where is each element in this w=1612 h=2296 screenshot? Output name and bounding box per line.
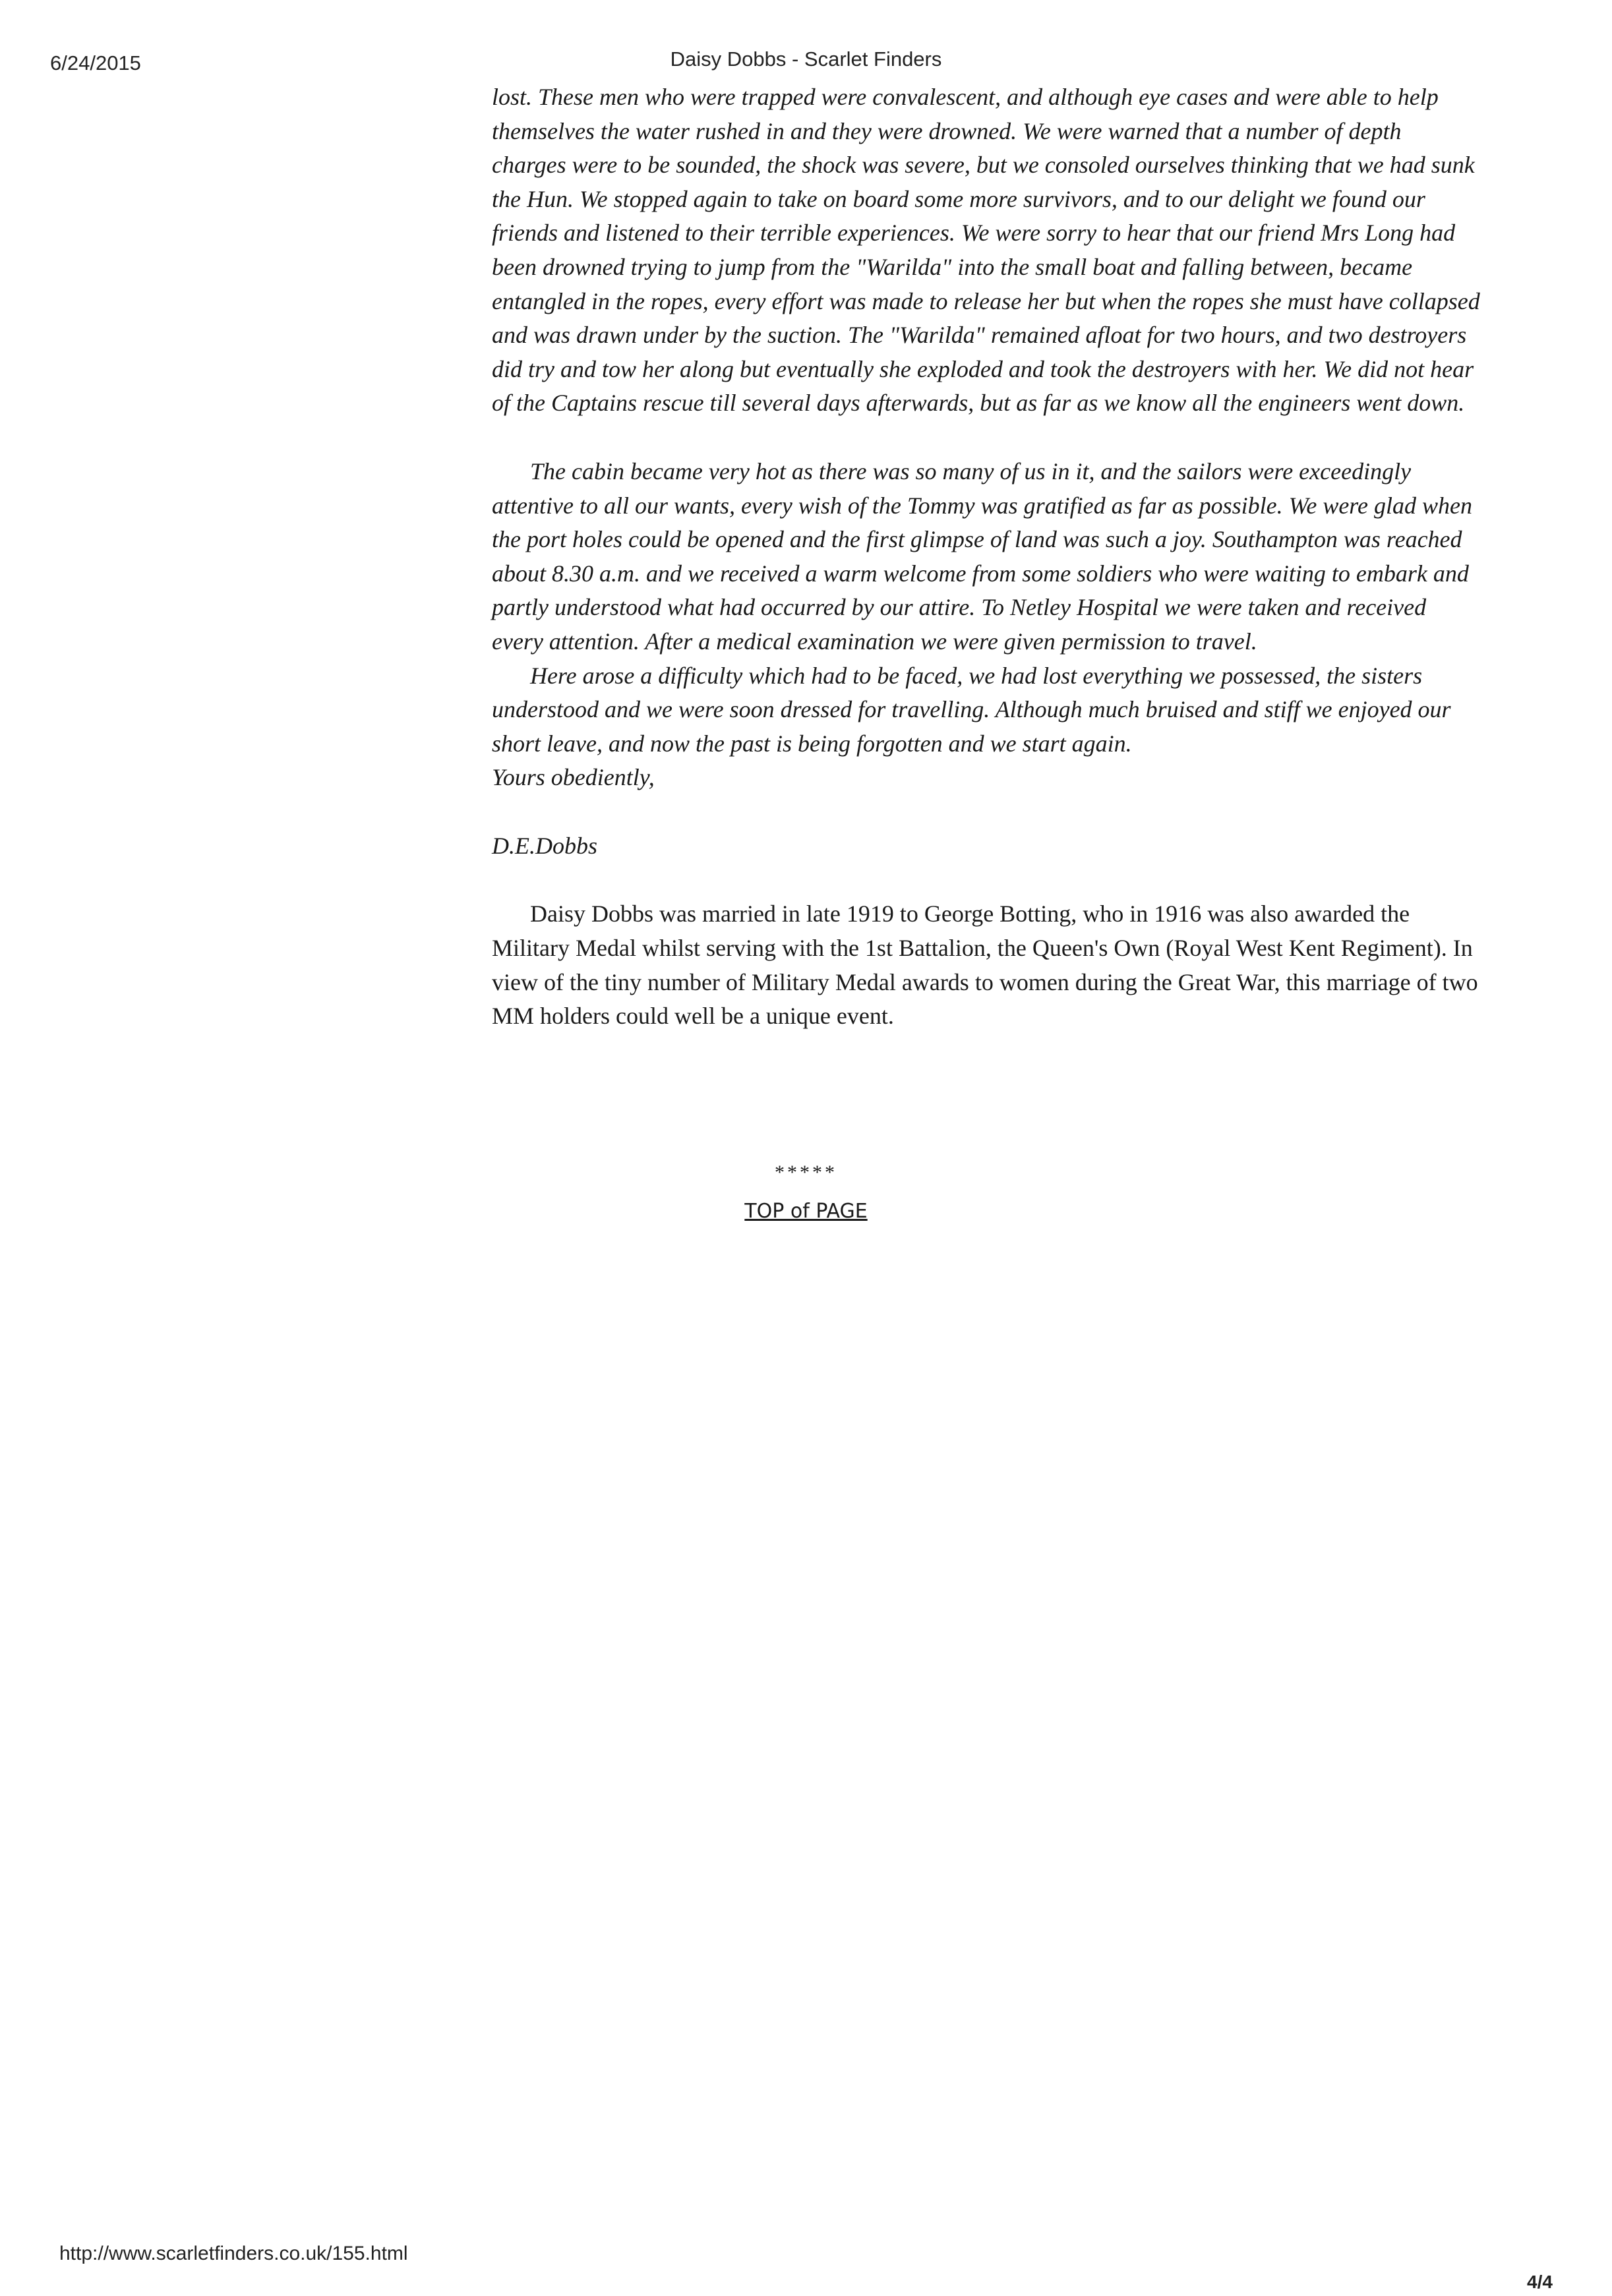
letter-signature: D.E.Dobbs	[492, 832, 597, 859]
section-separator: *****	[775, 1162, 837, 1183]
letter-paragraph-2: The cabin became very hot as there was so many of us in it, and the sailors were exceedingly attentive to all our wants, every wish of the Tommy was gratified as far as possible. We were glad when the port holes could be opened and the first glimpse of land was such a joy. Southampton was reached about 8.30 a.m. and we received a warm welcome from some soldiers who were waiting to embark and partly understood what had occurred by our attire. To Netley Hospital we were taken and received every attention. After a medical examination we were given permission to travel.	[492, 457, 1472, 655]
letter-paragraph-3: Here arose a difficulty which had to be faced, we had lost everything we possessed, the sisters understood and we were soon dressed for travelling. Although much bruised and stiff we enjoyed our short leave, and now the past is being forgotten and we start again.	[492, 662, 1451, 757]
editorial-note: Daisy Dobbs was married in late 1919 to George Botting, who in 1916 was also awarded the Military Medal whilst serving with the 1st Battalion, the Queen's Own (Royal West Kent Regiment). In view of the tiny number of Military Medal awards to women during the Great War, this marriage of two MM holders could well be a unique event.	[492, 900, 1478, 1030]
print-page-number: 4/4	[1527, 2272, 1553, 2292]
top-of-page-link[interactable]: TOP of PAGE	[744, 1200, 868, 1223]
letter-body	[492, 80, 1481, 1034]
letter-closing: Yours obediently,	[492, 764, 655, 791]
print-footer-url: http://www.scarletfinders.co.uk/155.html	[59, 2243, 408, 2264]
print-page-title: Daisy Dobbs - Scarlet Finders	[670, 47, 942, 71]
letter-paragraph-1: lost. These men who were trapped were convalescent, and although eye cases and were able to help themselves the water rushed in and they were drowned. We were warned that a number of depth charges were to be sounded, the shock was severe, but we consoled ourselves thinking that we had sunk the Hun. We stopped again to take on board some more survivors, and to our delight we found our friends and listened to their terrible experiences. We were sorry to hear that our friend Mrs Long had been drowned trying to jump from the "Warilda" into the small boat and falling between, became entangled in the ropes, every effort was made to release her but when the ropes she must have collapsed and was drawn under by the suction. The "Warilda" remained afloat for two hours, and two destroyers did try and tow her along but eventually she exploded and took the destroyers with her. We did not hear of the Captains rescue till several days afterwards, but as far as we know all the engineers went down.	[492, 84, 1480, 417]
print-date: 6/24/2015	[50, 51, 141, 74]
